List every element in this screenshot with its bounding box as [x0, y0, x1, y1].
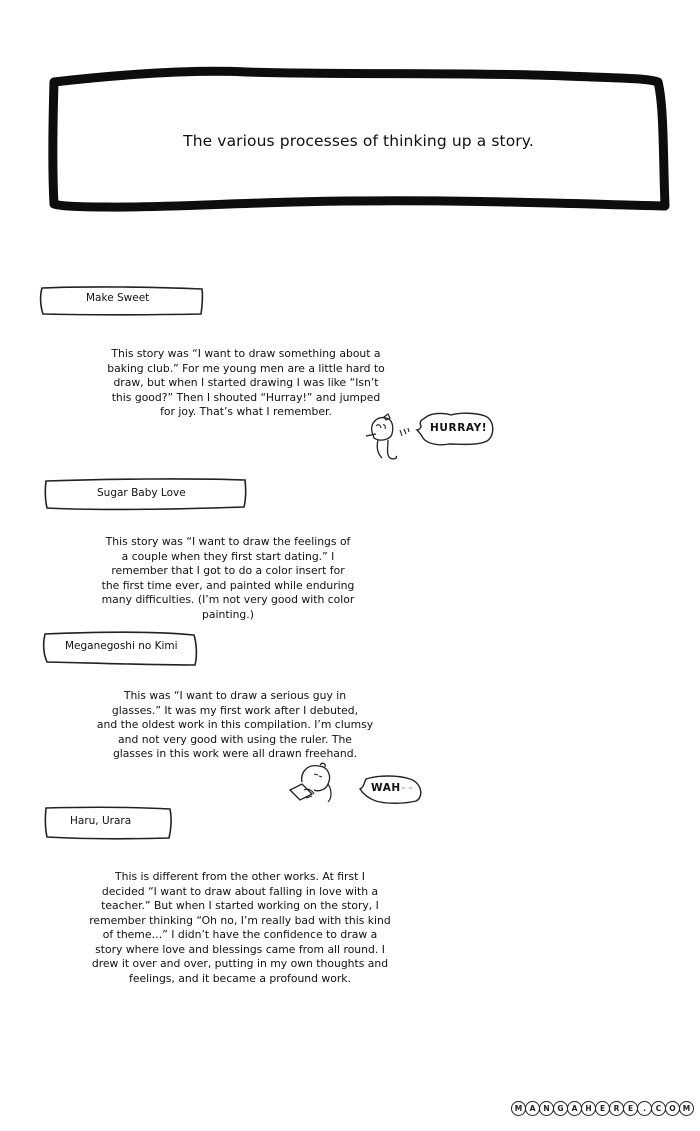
section-heading-label: Sugar Baby Love [97, 487, 186, 499]
watermark-letter: C [651, 1101, 666, 1116]
speech-bubble-hurray [415, 410, 497, 448]
cheering-girl-illustration [362, 412, 417, 467]
section-heading-sugar-baby-love [43, 477, 248, 513]
section-paragraph-meganegoshi-no-kimi: This was “I want to draw a serious guy in glasses.” It was my first work after I debuted, and the oldest work in this compilation. I’m clumsy and not very good with using the ruler. The glasses in this work were all drawn freehand. [96, 689, 374, 760]
watermark-letter: R [609, 1101, 624, 1116]
section-heading-label: Haru, Urara [70, 815, 132, 827]
watermark-letter: E [623, 1101, 638, 1116]
drawing-girl-illustration [288, 760, 358, 804]
watermark-letter: . [637, 1101, 652, 1116]
page-title: The various processes of thinking up a story. [183, 132, 534, 150]
speech-bubble-text: HURRAY! [430, 422, 488, 434]
watermark-letter: G [553, 1101, 568, 1116]
watermark-letter: M [679, 1101, 694, 1116]
watermark-letter: H [581, 1101, 596, 1116]
section-heading-haru-urara [43, 804, 173, 842]
mangahere-watermark [511, 1101, 693, 1117]
watermark-letter: E [595, 1101, 610, 1116]
section-heading-make-sweet [38, 285, 206, 319]
speech-bubble-suffix: ᵕ ᵕ [402, 784, 413, 793]
drawing-girl-icon [288, 760, 358, 804]
section-paragraph-sugar-baby-love: This story was “I want to draw the feelings of a couple when they first start dating.” I remember that I got to do a color insert for the first time ever, and painted while enduring many difficulties. (I’m not very good with color painting.) [101, 535, 355, 621]
section-heading-label: Meganegoshi no Kimi [65, 640, 178, 652]
watermark-letter: A [525, 1101, 540, 1116]
watermark-letter: M [511, 1101, 526, 1116]
section-paragraph-haru-urara: This is different from the other works. At first I decided “I want to draw about falling in love with a teacher.” But when I started working on the story, I remember thinking “Oh no, I’m really bad with this kind of theme…” I didn’t have the confidence to draw a story where love and blessings came from all round. I drew it over and over, putting in my own thoughts and feelings, and it became a profound work. [89, 870, 391, 985]
speech-bubble-wah [358, 773, 426, 805]
title-box [46, 66, 671, 216]
section-heading-meganegoshi-no-kimi [41, 629, 201, 669]
section-paragraph-make-sweet: This story was “I want to draw something about a baking club.” For me young men are a little hard to draw, but when I started drawing I was like “Isn’t this good?” Then I shouted “Hurray!” and jumped for joy. That’s what I remember. [107, 347, 385, 418]
watermark-letter: A [567, 1101, 582, 1116]
cheering-girl-icon [362, 412, 417, 467]
speech-bubble-text: WAH [371, 782, 401, 794]
watermark-letter: O [665, 1101, 680, 1116]
watermark-letter: N [539, 1101, 554, 1116]
section-heading-label: Make Sweet [86, 292, 150, 304]
